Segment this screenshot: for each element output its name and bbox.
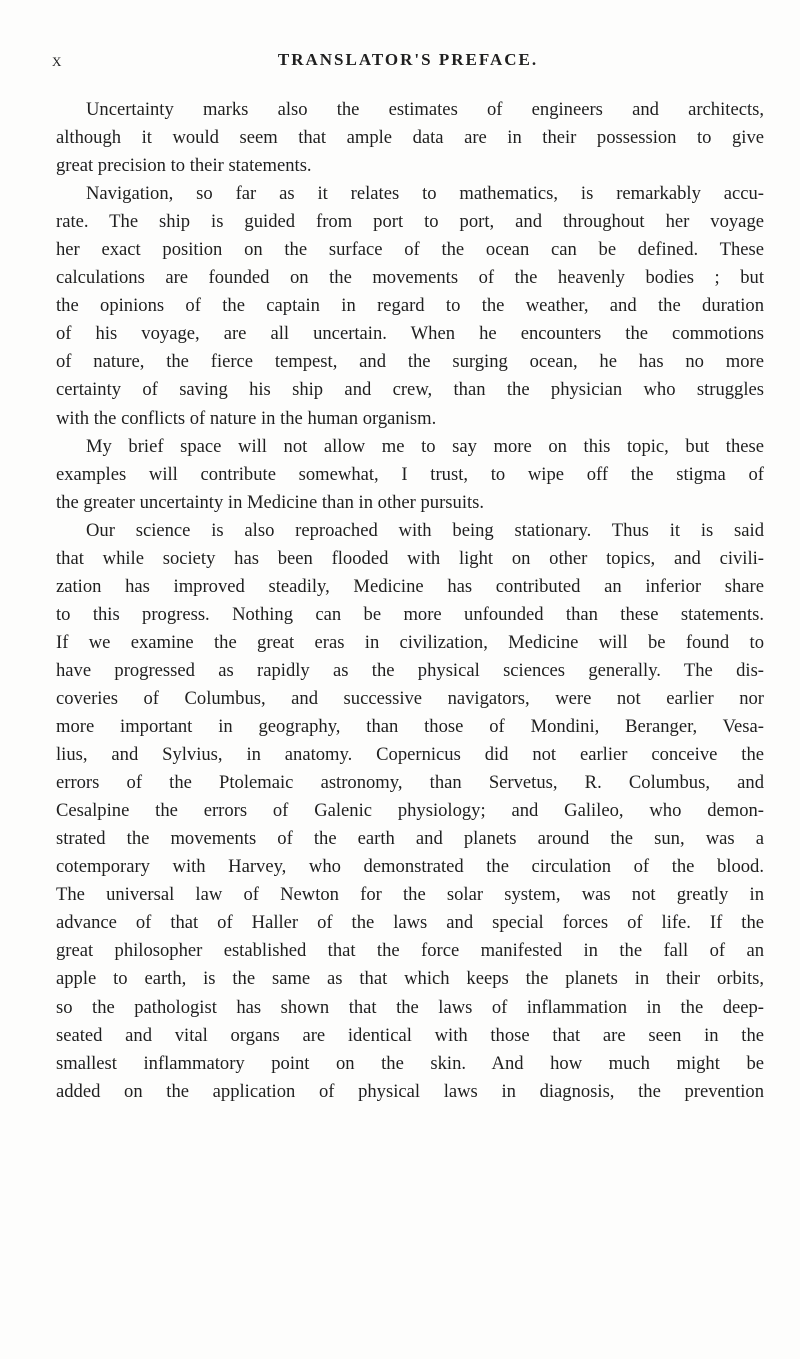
text-line: errors of the Ptolemaic astronomy, than Servetus, R. Columbus, and (56, 772, 764, 794)
text-line: Our science is also reproached with being stationary. Thus it is said (86, 519, 764, 541)
text-line: of nature, the fierce tempest, and the surging ocean, he has no more (56, 351, 764, 373)
text-line: Uncertainty marks also the estimates of engineers and architects, (86, 99, 764, 120)
text-line: the opinions of the captain in regard to the weather, and the duration (56, 295, 764, 317)
text-line: advance of that of Haller of the laws and special forces of life. If the (56, 912, 764, 934)
text-line: examples will contribute somewhat, I trust, to wipe off the stigma of (56, 463, 764, 485)
text-line: seated and vital organs are identical with those that are seen in the (56, 1024, 764, 1046)
page-number: x (52, 50, 63, 71)
body-text (56, 96, 764, 1106)
text-line: of his voyage, are all uncertain. When he encounters the commotions (56, 323, 764, 345)
text-line: calculations are founded on the movements of the heavenly bodies ; but (56, 267, 764, 289)
text-line: with the conflicts of nature in the human organism. (56, 407, 437, 429)
text-line: My brief space will not allow me to say more on this topic, but these (86, 435, 764, 457)
running-title: TRANSLATOR'S PREFACE. (277, 50, 539, 69)
running-head (52, 50, 764, 78)
text-line: rate. The ship is guided from port to port, and throughout her voyage (56, 211, 764, 233)
text-line: cotemporary with Harvey, who demonstrated the circulation of the blood. (56, 856, 764, 878)
text-line: that while society has been flooded with light on other topics, and civili- (56, 547, 764, 569)
text-line: have progressed as rapidly as the physical sciences generally. The dis- (56, 659, 764, 681)
text-line: strated the movements of the earth and planets around the sun, was a (56, 828, 764, 850)
text-line: more important in geography, than those of Mondini, Beranger, Vesa- (56, 716, 764, 738)
text-line: added on the application of physical laws in diagnosis, the prevention (56, 1080, 764, 1102)
text-line: The universal law of Newton for the solar system, was not greatly in (56, 884, 764, 906)
text-line: her exact position on the surface of the ocean can be defined. These (56, 239, 764, 261)
text-line: coveries of Columbus, and successive navigators, were not earlier nor (56, 687, 764, 709)
text-line: lius, and Sylvius, in anatomy. Copernicus did not earlier conceive the (56, 744, 764, 766)
text-line: Navigation, so far as it relates to mathematics, is remarkably accu- (86, 183, 764, 205)
text-line: apple to earth, is the same as that which keeps the planets in their orbits, (56, 968, 764, 990)
text-line: If we examine the great eras in civilization, Medicine will be found to (56, 631, 764, 653)
text-line: the greater uncertainty in Medicine than in other pursuits. (56, 491, 485, 513)
text-line: to this progress. Nothing can be more unfounded than these statements. (56, 603, 764, 625)
text-line: certainty of saving his ship and crew, than the physician who struggles (56, 379, 764, 401)
text-line: although it would seem that ample data are in their possession to give (56, 127, 764, 149)
text-line: Cesalpine the errors of Galenic physiology; and Galileo, who demon- (56, 800, 764, 822)
text-line: smallest inflammatory point on the skin. And how much might be (56, 1052, 764, 1074)
text-line: so the pathologist has shown that the laws of inflammation in the deep- (56, 996, 764, 1018)
text-line: great philosopher established that the force manifested in the fall of an (56, 940, 764, 962)
text-line: great precision to their statements. (56, 155, 312, 177)
text-line: zation has improved steadily, Medicine has contributed an inferior share (56, 575, 764, 597)
